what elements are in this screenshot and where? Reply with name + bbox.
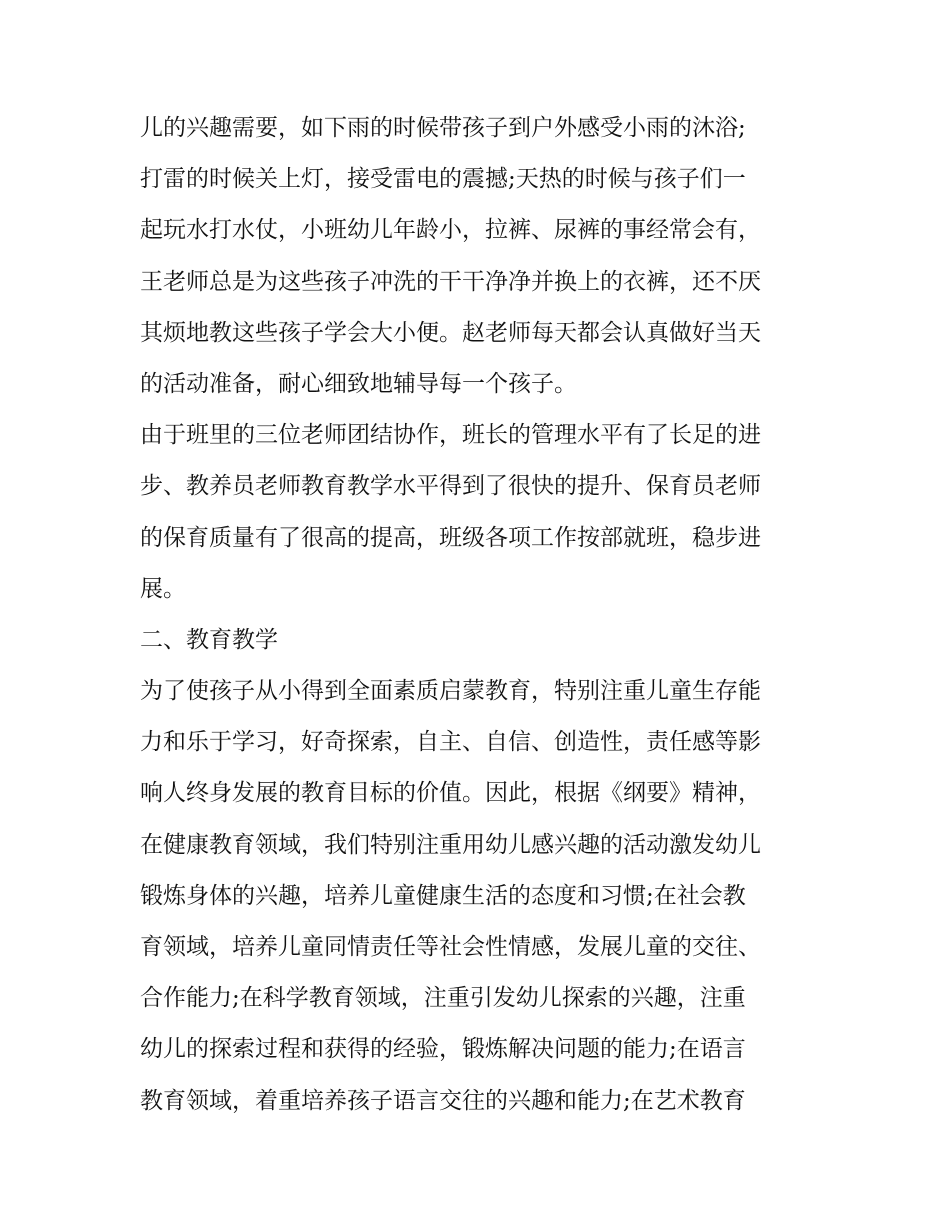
text-line: 儿的兴趣需要，如下雨的时候带孩子到户外感受小雨的沐浴; (140, 115, 746, 141)
text-line: 响人终身发展的教育目标的价值。因此，根据《纲要》精神， (140, 780, 761, 807)
text-line: 为了使孩子从小得到全面素质启蒙教育，特别注重儿童生存能 (140, 678, 761, 705)
text-line: 育领域，培养儿童同情责任等社会性情感，发展儿童的交往、 (140, 934, 761, 960)
text-line: 力和乐于学习，好奇探索，自主、自信、创造性，责任感等影 (140, 729, 761, 756)
text-line: 的保育质量有了很高的提高，班级各项工作按部就班，稳步进 (140, 524, 761, 551)
text-line: 由于班里的三位老师团结协作，班长的管理水平有了长足的进 (140, 422, 761, 449)
text-line: 在健康教育领域，我们特别注重用幼儿感兴趣的活动激发幼儿 (140, 831, 761, 858)
text-line: 其烦地教这些孩子学会大小便。赵老师每天都会认真做好当天 (140, 319, 761, 346)
text-line: 锻炼身体的兴趣，培养儿童健康生活的态度和习惯;在社会教 (140, 882, 746, 909)
text-line: 起玩水打水仗，小班幼儿年龄小，拉裤、尿裤的事经常会有， (140, 217, 761, 244)
text-line: 合作能力;在科学教育领域，注重引发幼儿探索的兴趣，注重 (140, 985, 746, 1012)
text-line: 幼儿的探索过程和获得的经验，锻炼解决问题的能力;在语言 (140, 1036, 746, 1063)
body-text (140, 103, 830, 1127)
text-line: 教育领域，着重培养孩子语言交往的兴趣和能力;在艺术教育 (140, 1087, 746, 1114)
section-heading: 二、教育教学 (140, 626, 278, 653)
text-line: 王老师总是为这些孩子冲洗的干干净净并换上的衣裤，还不厌 (140, 268, 761, 295)
text-line: 的活动准备，耐心细致地辅导每一个孩子。 (140, 370, 577, 397)
text-line: 步、教养员老师教育教学水平得到了很快的提升、保育员老师 (140, 473, 761, 500)
text-line: 展。 (140, 575, 186, 602)
text-line: 打雷的时候关上灯，接受雷电的震撼;天热的时候与孩子们一 (140, 166, 746, 193)
